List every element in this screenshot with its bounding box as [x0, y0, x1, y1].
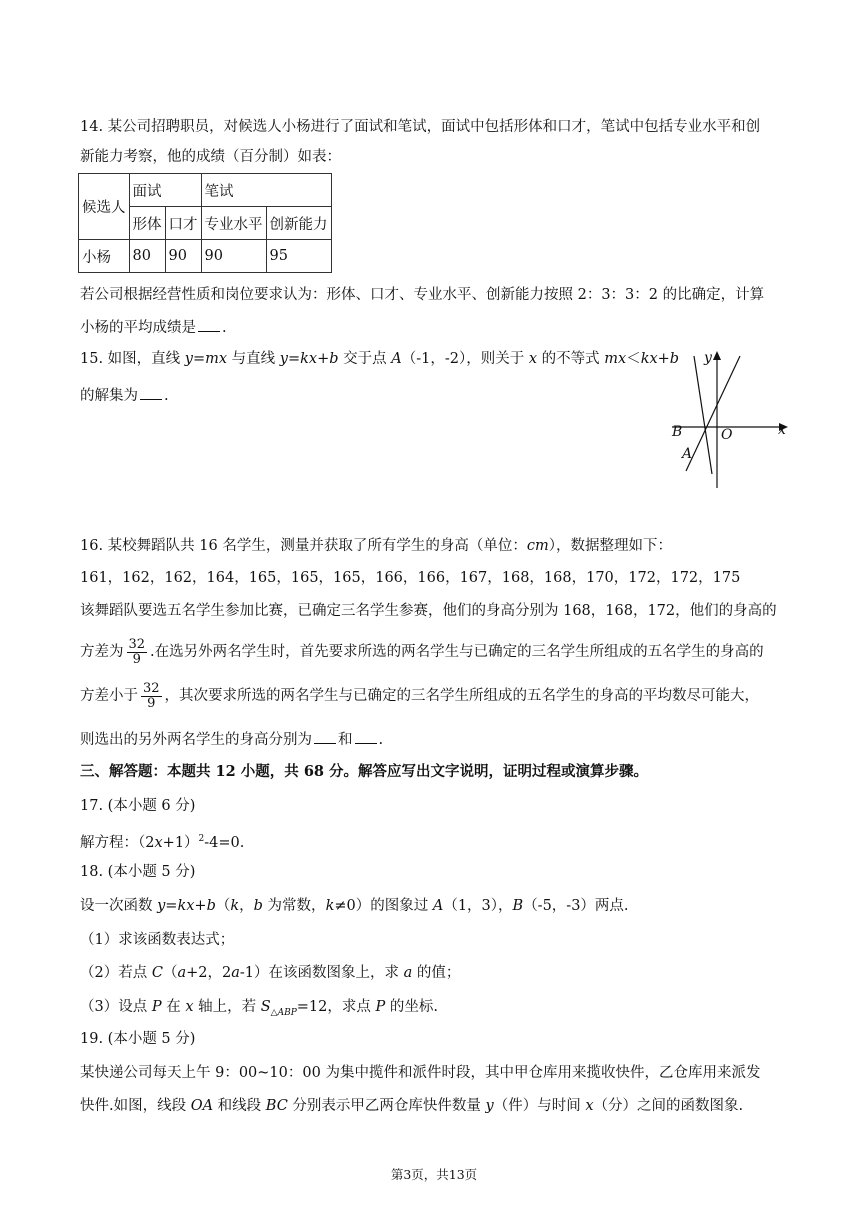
table-cell: 90 [201, 240, 266, 273]
fraction: $\frac{32}{9}$ [128, 636, 146, 667]
q18-sub1: （1）求该函数表达式； [80, 932, 235, 948]
table-cell-name: 小杨 [79, 240, 130, 273]
table-sub-header: 创新能力 [266, 207, 331, 240]
answer-blank [198, 317, 220, 332]
answer-blank [140, 385, 162, 400]
table-sub-header: 口才 [165, 207, 201, 240]
q14-line4: 小杨的平均成绩是 . [80, 317, 227, 338]
y-axis-label: y [704, 350, 712, 366]
q15-line1: 15. 如图，直线 y=mx 与直线 y=kx+b 交于点 A（-1，-2），则关于 x 的不等式 mx＜kx+b [80, 351, 680, 367]
table-cell: 80 [129, 240, 165, 273]
q19-line1: 某快递公司每天上午 9：00~10：00 为集中揽件和派件时段，其中甲仓库用来揽收快件，乙仓库用来派发 [80, 1065, 761, 1081]
q16-line1: 16. 某校舞蹈队共 16 名学生，测量并获取了所有学生的身高（单位：cm），数据整理如下： [80, 538, 672, 554]
table-header-written: 笔试 [201, 174, 331, 207]
answer-blank [314, 729, 336, 744]
q18-sub3: （3）设点 P 在 x 轴上，若 $S_{\triangle ABP}=12$，求点 P 的坐标. [80, 999, 438, 1018]
table-header-interview: 面试 [129, 174, 201, 207]
point-a-label: A [682, 446, 693, 462]
q19-head: 19. (本小题 5 分) [80, 1031, 196, 1047]
line-kx-b [694, 356, 712, 474]
table-cell: 95 [266, 240, 331, 273]
q18-line1: 设一次函数 y=kx+b（k，b 为常数，k≠0）的图象过 A（1，3），B（-5，-3）两点. [80, 898, 629, 914]
q18-head: 18. (本小题 5 分) [80, 864, 196, 880]
q16-line4: 方差为 $\frac{32}{9}$ .在选另外两名学生时，首先要求所选的两名学生与已确定的三名学生所组成的五名学生的身高的 [80, 636, 764, 667]
q16-line5: 方差小于 $\frac{32}{9}$ ，其次要求所选的两名学生与已确定的三名学生所组成的五名学生的身高的平均数尽可能大， [80, 680, 760, 711]
table-cell: 90 [165, 240, 201, 273]
q19-line2: 快件.如图，线段 OA 和线段 BC 分别表示甲乙两仓库快件数量 y（件）与时间 x（分）之间的函数图象. [80, 1098, 744, 1114]
q18-sub2: （2）若点 C（a+2，2a-1）在该函数图象上，求 a 的值； [80, 965, 461, 981]
answer-blank [355, 729, 377, 744]
q15-graph [668, 346, 792, 492]
table-header-candidate: 候选人 [79, 174, 130, 240]
q14-line3: 若公司根据经营性质和岗位要求认为：形体、口才、专业水平、创新能力按照 2：3：3：2 的比确定，计算 [80, 287, 765, 303]
q17-equation: 解方程：$(2x+1)^2-4=0$. [80, 834, 245, 851]
table-sub-header: 专业水平 [201, 207, 266, 240]
origin-label: O [721, 427, 733, 443]
q15-line2: 的解集为 . [80, 385, 169, 406]
score-table [78, 173, 332, 273]
x-axis-label: x [778, 422, 786, 438]
page-footer: 第3页，共13页 [390, 1167, 478, 1182]
line-mx [686, 356, 740, 471]
q16-line3: 该舞蹈队要选五名学生参加比赛，已确定三名学生参赛，他们的身高分别为 168，168，172，他们的身高的 [80, 603, 777, 619]
fraction: $\frac{32}{9}$ [143, 680, 160, 711]
q16-data: 161，162，162，164，165，165，165，166，166，167，168，168，170，172，172，175 [80, 570, 741, 586]
q14-line1: 14. 某公司招聘职员，对候选人小杨进行了面试和笔试，面试中包括形体和口才，笔试中包括专业水平和创 [80, 119, 761, 135]
q17-head: 17. (本小题 6 分) [80, 798, 196, 814]
point-b-label: B [672, 424, 683, 440]
q14-line2: 新能力考察，他的成绩（百分制）如表： [80, 149, 341, 165]
y-axis-arrow [713, 351, 721, 360]
section-heading: 三、解答题：本题共 12 小题，共 68 分。解答应写出文字说明，证明过程或演算步骤。 [80, 763, 649, 780]
q16-line6: 则选出的另外两名学生的身高分别为 和 . [80, 729, 383, 750]
table-sub-header: 形体 [129, 207, 165, 240]
